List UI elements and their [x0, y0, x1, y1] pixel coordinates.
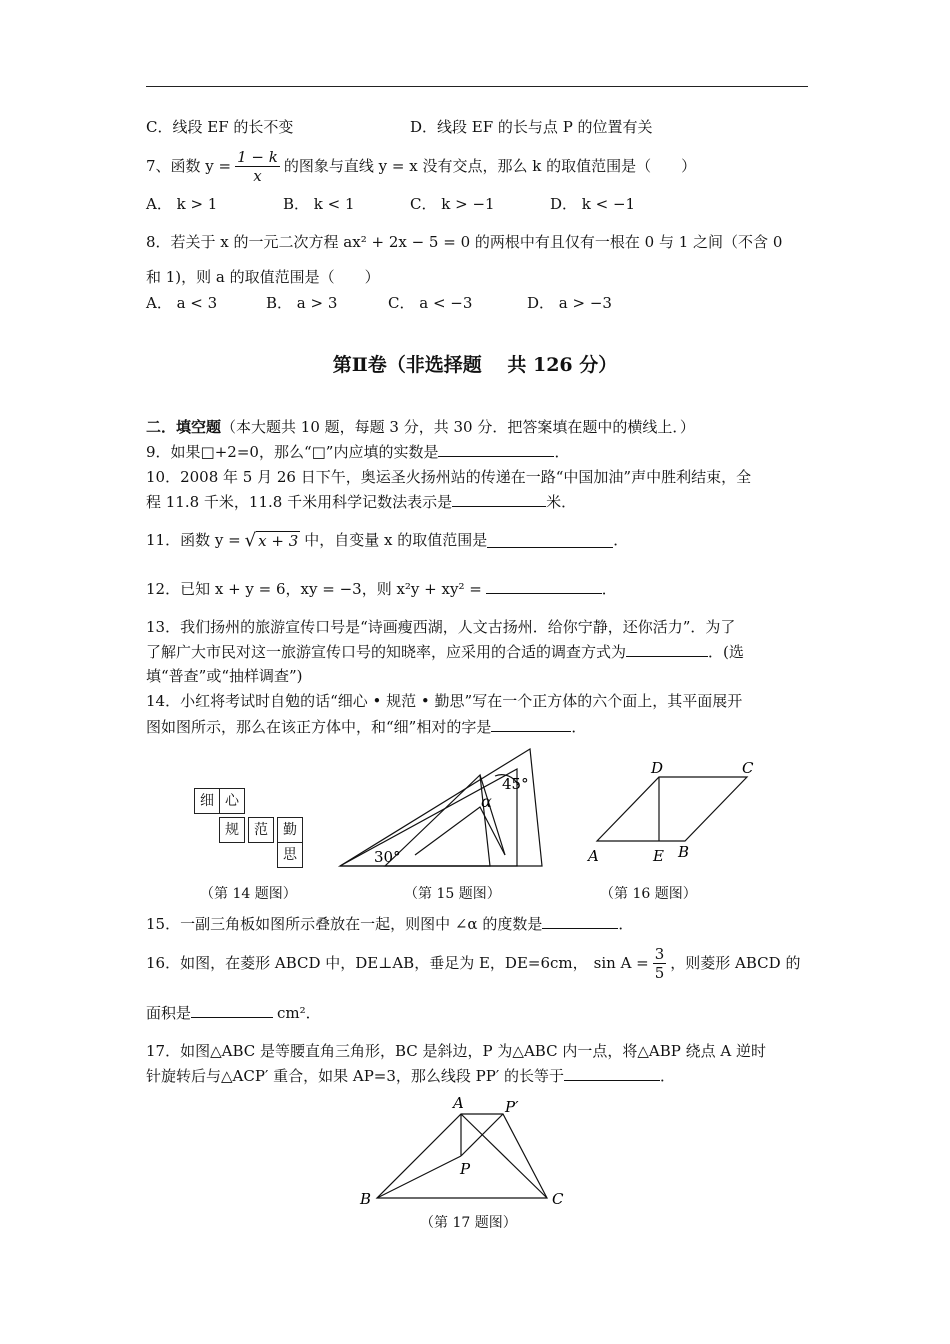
net-cell-6: 思 — [277, 842, 303, 868]
inner-triangle — [340, 769, 517, 866]
q16-sin: sin A = — [593, 954, 649, 972]
q17-text: 针旋转后与△ACP′ 重合，如果 AP=3，那么线段 PP′ 的长等于 — [146, 1067, 565, 1085]
big-triangle — [340, 749, 542, 866]
net-cell-3: 规 — [219, 817, 245, 843]
q7-post: 的图象与直线 y = x 没有交点，那么 k 的取值范围是（ ） — [283, 157, 697, 175]
q16 — [146, 940, 800, 986]
q13-line3: 填“普查”或“抽样调查”) — [146, 667, 303, 685]
net-cell-1: 细 — [194, 788, 220, 814]
q14-line1: 14．小红将考试时自勉的话“细心 • 规范 • 勤思”写在一个正方体的六个面上，其平面展开 — [146, 692, 743, 710]
label-e: E — [653, 847, 664, 865]
q17-line1: 17．如图△ABC 是等腰直角三角形，BC 是斜边，P 为△ABC 内一点，将△ABP 绕点 A 逆时 — [146, 1042, 766, 1060]
fig16-caption: （第 16 题图） — [600, 886, 697, 902]
angle-label-30: 30° — [374, 848, 401, 866]
label-d: D — [651, 759, 664, 777]
q9 — [146, 441, 569, 463]
q7-frac-den: x — [253, 166, 262, 185]
q9-answer-blank — [438, 442, 554, 457]
q11-post: 中，自变量 x 的取值范围是 — [304, 531, 488, 549]
q7-option-c: C． k > −1 — [410, 195, 495, 213]
figure-15-set-squares — [330, 745, 550, 873]
figure-17-triangle — [355, 1092, 580, 1214]
q16-area-text: 面积是 — [146, 1004, 192, 1022]
q7-option-b: B． k < 1 — [283, 195, 355, 213]
q12 — [146, 578, 617, 600]
label-c: C — [742, 759, 754, 777]
q10-text: 程 11.8 千米，11.8 千米用科学记数法表示是 — [146, 493, 453, 511]
q7-option-d: D． k < −1 — [550, 195, 636, 213]
q6-option-d: D．线段 EF 的长与点 P 的位置有关 — [410, 118, 653, 136]
header-rule — [146, 86, 808, 87]
q17-end: ． — [660, 1067, 676, 1085]
q13-line2 — [146, 641, 744, 663]
fig15-caption: （第 15 题图） — [404, 886, 501, 902]
q13-line1: 13．我们扬州的旅游宣传口号是“诗画瘦西湖，人文古扬州．给你宁静，还你活力”．为了 — [146, 618, 736, 636]
q11-radicand: x + 3 — [258, 531, 299, 550]
segment-bp — [377, 1156, 461, 1198]
q16-post: ，则菱形 ABCD 的 — [670, 954, 801, 972]
q17-answer-blank — [564, 1066, 660, 1081]
q16-answer-blank — [191, 1003, 273, 1018]
q10-end: 米． — [546, 493, 577, 511]
figure-16-rhombus — [580, 755, 770, 867]
q7-frac-num: 1 − k — [237, 147, 278, 166]
q16-line2 — [146, 1002, 321, 1024]
q16-unit: cm²． — [277, 1004, 321, 1022]
q11-pre: 11．函数 y = — [146, 531, 241, 549]
overlap-triangle — [385, 775, 490, 866]
net-cell-2: 心 — [219, 788, 245, 814]
net-cell-4: 范 — [248, 817, 274, 843]
label-p-prime: P′ — [505, 1098, 519, 1116]
q14-line2 — [146, 716, 586, 738]
q8-option-a: A． a < 3 — [146, 294, 218, 312]
part2-label: 二．填空题 — [146, 418, 222, 436]
q12-end: ． — [601, 580, 617, 598]
part2-note: （本大题共 10 题，每题 3 分，共 30 分．把答案填在题中的横线上．） — [221, 418, 695, 436]
q16-pre: 16．如图，在菱形 ABCD 中，DE⊥AB，垂足为 E，DE=6cm， — [146, 954, 588, 972]
q10-answer-blank — [452, 492, 546, 507]
sqrt-expression — [245, 531, 301, 550]
small-triangle — [415, 807, 505, 855]
net-cell-5: 勤 — [277, 817, 303, 843]
q12-answer-blank — [486, 579, 602, 594]
label-b: B — [678, 843, 690, 861]
q14-text: 图如图所示，那么在该正方体中，和“细”相对的字是 — [146, 718, 492, 736]
label-a: A — [588, 847, 599, 865]
q16-frac-den: 5 — [654, 963, 665, 982]
q8-option-c: C． a < −3 — [388, 294, 473, 312]
q16-fraction — [653, 945, 667, 982]
q14-end: ． — [571, 718, 587, 736]
q11-end: ． — [613, 531, 629, 549]
q15 — [146, 913, 633, 935]
fig17-caption: （第 17 题图） — [420, 1215, 517, 1231]
q6-option-c: C．线段 EF 的长不变 — [146, 118, 294, 136]
q7-stem — [146, 142, 696, 190]
q17-line2 — [146, 1065, 675, 1087]
fig14-caption: （第 14 题图） — [200, 886, 297, 902]
q15-end: ． — [618, 915, 634, 933]
q16-frac-num: 3 — [654, 944, 665, 963]
q14-answer-blank — [491, 717, 571, 732]
label-p: P — [460, 1160, 471, 1178]
q10-line1: 10．2008 年 5 月 26 日下午，奥运圣火扬州站的传递在一路“中国加油”声中胜利结束，全 — [146, 468, 752, 486]
q13-end: ．(选 — [708, 643, 744, 661]
q8-option-d: D． a > −3 — [527, 294, 612, 312]
q7-option-a: A． k > 1 — [146, 195, 218, 213]
q9-text: 9．如果□+2=0，那么“□”内应填的实数是 — [146, 443, 439, 461]
q13-text: 了解广大市民对这一旅游宣传口号的知晓率，应采用的合适的调查方式为 — [146, 643, 627, 661]
angle-label-alpha: α — [481, 792, 492, 811]
q8-line1: 8．若关于 x 的一元二次方程 ax² + 2x − 5 = 0 的两根中有且仅有一根在 0 与 1 之间（不含 0 — [146, 233, 783, 251]
rhombus-abcd — [597, 777, 747, 841]
section-title: 第Ⅱ卷（非选择题 共 126 分） — [332, 354, 618, 376]
q15-answer-blank — [542, 914, 618, 929]
label-a: A — [453, 1094, 464, 1112]
q7-fraction — [235, 148, 280, 185]
angle-label-45: 45° — [502, 775, 529, 793]
label-c: C — [552, 1190, 564, 1208]
q10-line2 — [146, 491, 576, 513]
q9-end: ． — [554, 443, 570, 461]
part2-heading — [146, 416, 695, 438]
q13-answer-blank — [626, 642, 708, 657]
sqrt-icon: √ — [244, 529, 257, 551]
segment-ac — [461, 1114, 547, 1198]
q12-text: 12．已知 x + y = 6，xy = −3，则 x²y + xy² = — [146, 580, 482, 598]
q15-text: 15．一副三角板如图所示叠放在一起，则图中 ∠α 的度数是 — [146, 915, 543, 933]
q8-option-b: B． a > 3 — [266, 294, 338, 312]
label-b: B — [360, 1190, 372, 1208]
q8-line2: 和 1)，则 a 的取值范围是（ ） — [146, 268, 380, 286]
q11 — [146, 529, 628, 551]
q11-answer-blank — [487, 533, 613, 548]
q7-pre: 7、函数 y = — [146, 157, 232, 175]
